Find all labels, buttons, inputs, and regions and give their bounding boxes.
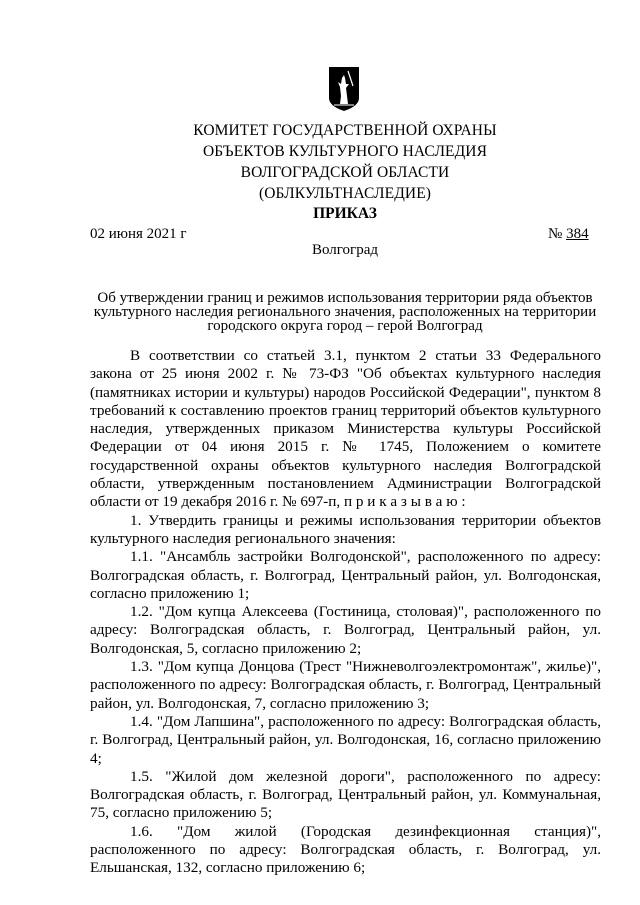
- authority-line: КОМИТЕТ ГОСУДАРСТВЕННОЙ ОХРАНЫ: [193, 122, 497, 139]
- issuing-authority: [140, 120, 550, 204]
- clause-1-2: 1.2. "Дом купца Алексеева (Гостиница, столовая)", расположенного по адресу: Волгоградская область, г. Волгоград, Центральный район, ул. Волгодонская, 5, согласно приложению 2;: [90, 603, 601, 657]
- volgograd-coat-of-arms-icon: [328, 66, 360, 112]
- preamble-paragraph: В соответствии со статьей 3.1, пунктом 2 статьи 33 Федерального закона от 25 июня 2002 г. № 73-ФЗ "Об объектах культурного наследия (памятниках истории и культуры) народов Российской Федерации", пунктом 8 требований к составлению проектов границ территорий объектов культурного наследия, утвержденных приказом Министерства культуры Российской Федерации от 04 июня 2015 г. № 1745, Положением о комитете государственной охраны объектов культурного наследия Волгоградской области, утвержденным постановлением Администрации Волгоградской области от 19 декабря 2016 г. № 697-п, п р и к а з ы в а ю :: [90, 347, 601, 511]
- authority-line: (ОБЛКУЛЬТНАСЛЕДИЕ): [258, 185, 432, 202]
- subject-line: культурного наследия регионального значения, расположенных на территории: [93, 304, 597, 320]
- subject-line: Об утверждении границ и режимов использования территории ряда объектов: [97, 290, 593, 306]
- document-type: ПРИКАЗ: [313, 205, 377, 222]
- authority-line: ОБЪЕКТОВ КУЛЬТУРНОГО НАСЛЕДИЯ: [202, 143, 488, 160]
- authority-line: ВОЛГОГРАДСКОЙ ОБЛАСТИ: [240, 164, 450, 181]
- document-number: [548, 226, 589, 243]
- clause-1: 1. Утвердить границы и режимы использования территории объектов культурного наследия регионального значения:: [90, 511, 601, 547]
- subject-line: городского округа город – герой Волгоград: [207, 318, 483, 334]
- clause-1-6: 1.6. "Дом жилой (Городская дезинфекционная станция)", расположенного по адресу: Волгоградская область, г. Волгоград, ул. Ельшанская, 132, согласно приложению 6;: [90, 822, 601, 877]
- document-date: 02 июня 2021 г: [90, 226, 187, 242]
- clause-1-4: 1.4. "Дом Лапшина", расположенного по адресу: Волгоградская область, г. Волгоград, Центральный район, ул. Волгодонская, 16, согласно приложению 4;: [90, 712, 601, 767]
- clause-1-1: 1.1. "Ансамбль застройки Волгодонской", расположенного по адресу: Волгоградская область, г. Волгоград, Центральный район, ул. Волгодонская, согласно приложению 1;: [90, 548, 601, 602]
- document-body: [90, 347, 601, 878]
- number-prefix: №: [548, 226, 567, 242]
- number-value: 384: [566, 226, 589, 242]
- clause-1-3: 1.3. "Дом купца Донцова (Трест "Нижневолгоэлектромонтаж", жилье)", расположенного по адресу: Волгоградская область, г. Волгоград, Центральный район, ул. Волгодонская, 7, согласно приложению 3;: [90, 658, 601, 712]
- clause-1-5: 1.5. "Жилой дом железной дороги", расположенного по адресу: Волгоградская область, г. Волгоград, Центральный район, ул. Коммунальная, 75, согласно приложению 5;: [90, 767, 601, 822]
- document-city: Волгоград: [311, 242, 378, 258]
- document-subject: [60, 291, 630, 333]
